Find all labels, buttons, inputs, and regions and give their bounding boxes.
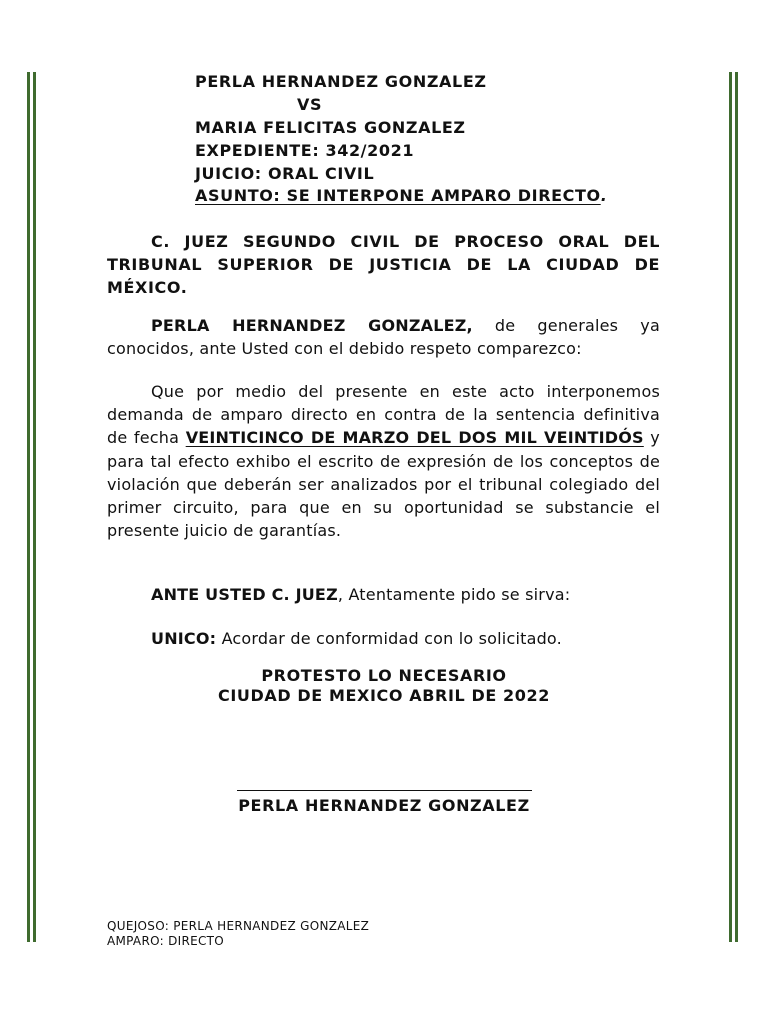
footer-amparo: AMPARO: DIRECTO <box>107 934 225 948</box>
header-defendant: MARIA FELICITAS GONZALEZ <box>195 118 466 137</box>
header-asunto-text: ASUNTO: SE INTERPONE AMPARO DIRECTO <box>195 186 601 205</box>
signature-name: PERLA HERNANDEZ GONZALEZ <box>238 796 530 815</box>
body-part2: y para tal efecto exhibo el escrito de expresión de los conceptos de violación que deberán ser analizados por el tribunal colegiado del primer circuito, para que en su oportunidad se substancie el presente juicio de garantías. <box>107 428 660 541</box>
intro-name: PERLA HERNANDEZ GONZALEZ, <box>151 316 473 335</box>
unico-paragraph <box>107 627 660 650</box>
header-expediente: EXPEDIENTE: 342/2021 <box>195 141 415 160</box>
header-plaintiff: PERLA HERNANDEZ GONZALEZ <box>195 72 487 91</box>
addressee: C. JUEZ SEGUNDO CIVIL DE PROCESO ORAL DEL TRIBUNAL SUPERIOR DE JUSTICIA DE LA CIUDAD DE MÉXICO. <box>107 232 660 298</box>
header-vs: VS <box>297 95 323 114</box>
request-bold: ANTE USTED C. JUEZ <box>151 585 338 604</box>
signature-line <box>237 790 532 791</box>
unico-text: Acordar de conformidad con lo solicitado. <box>216 629 562 648</box>
body-part1: Que por medio del presente en este acto interponemos demanda de amparo directo en contra de la sentencia definitiva de fecha <box>107 382 660 448</box>
header-asunto <box>195 186 607 205</box>
header-juicio: JUICIO: ORAL CIVIL <box>195 164 375 183</box>
request-text: , Atentamente pido se sirva: <box>337 585 571 604</box>
request-paragraph <box>107 583 660 606</box>
intro-paragraph <box>107 314 660 360</box>
unico-label: UNICO: <box>151 629 217 648</box>
intro-text: de generales ya conocidos, ante Usted con el debido respeto comparezco: <box>107 316 660 359</box>
sentence-date: VEINTICINCO DE MARZO DEL DOS MIL VEINTIDÓS <box>185 428 644 448</box>
closing-protesto: PROTESTO LO NECESARIO <box>261 666 507 685</box>
footer-quejoso: QUEJOSO: PERLA HERNANDEZ GONZALEZ <box>107 919 370 933</box>
body-paragraph <box>107 380 660 542</box>
header-asunto-period: . <box>600 186 608 205</box>
closing-city-date: CIUDAD DE MEXICO ABRIL DE 2022 <box>218 686 550 705</box>
